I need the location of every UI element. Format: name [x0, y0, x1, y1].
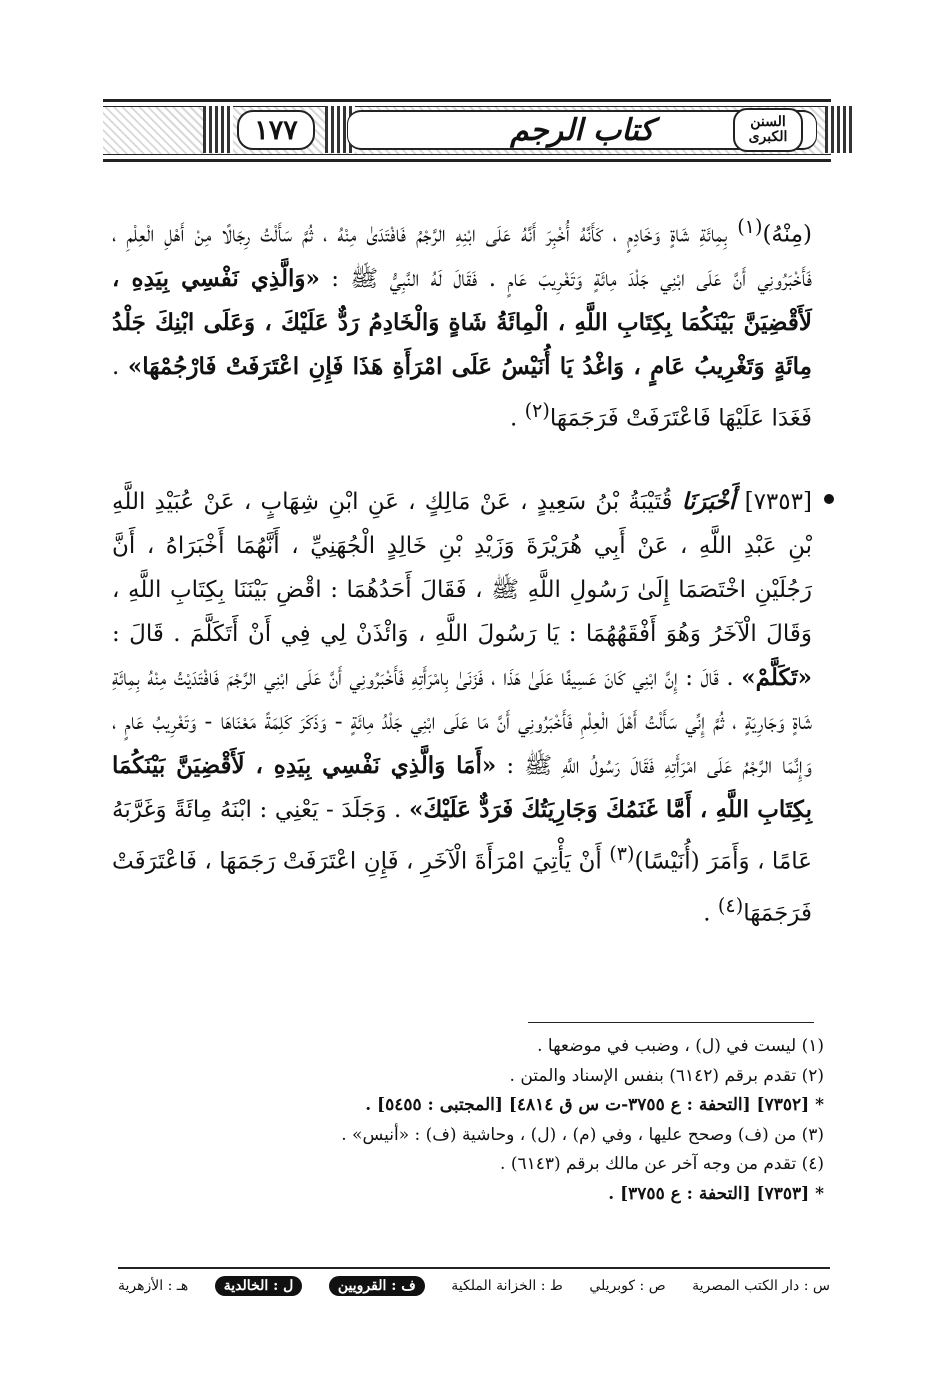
- footnote-ref: (٣): [609, 842, 635, 865]
- footnote-ref: (١): [737, 215, 763, 238]
- text-segment: . قَالَ : إِنَّ ابْنِي كَانَ عَسِيفًا عَلَىٰ هَذَا ، فَزَنَىٰ بِامْرَأَتِهِ فَأَخْبَرُونِي أَنَّ عَلَى ابْنِي الرَّجْمَ فَافْتَدَيْتُ مِنْهُ بِمِائَةِ شَاةٍ وَجَارِيَةٍ ، ثُمَّ إِنِّي سَأَلْتُ أَهْلَ الْعِلْمِ فَأَخْبَرُونِي أَنَّ مَا عَلَى ابْنِي جَلْدُ مِائَةٍ - وَذَكَرَ كَلِمَةً مَعْنَاهَا - وَتَغْرِيبُ عَامٍ ، وَإِنَّمَا الرَّجْمُ عَلَى امْرَأَتِهِ فَقَالَ رَسُولُ اللَّهِ ﷺ :: [112, 665, 812, 779]
- text-segment: أَنْ يَأْتِيَ امْرَأَةَ الْآخَرِ ، فَإِنِ اعْتَرَفَتْ رَجَمَهَا ، فَاعْتَرَفَتْ فَرَجَمَهَا: [112, 848, 812, 927]
- bullet-icon: [824, 494, 834, 504]
- hadith-number: [٧٣٥٣]: [735, 489, 812, 515]
- text-segment: (مِنْهُ): [762, 221, 812, 248]
- legend-lam: ل : الخالدية: [215, 1276, 303, 1296]
- legend-fa: ف : القرويين: [329, 1276, 425, 1296]
- text-segment: قُتَيْبَةُ بْنُ سَعِيدٍ ، عَنْ مَالِكٍ ، عَنِ ابْنِ شِهَابٍ ، عَنْ عُبَيْدِ اللَّهِ بْنِ عَبْدِ اللَّهِ ، عَنْ أَبِي هُرَيْرَةَ وَزَيْدِ بْنِ خَالِدٍ الْجُهَنِيِّ ، أَنَّهُمَا أَخْبَرَاهُ ، أَنَّ رَجُلَيْنِ اخْتَصَمَا إِلَىٰ رَسُولِ اللَّهِ ﷺ ، فَقَالَ أَحَدُهُمَا : اقْضِ بَيْنَنَا بِكِتَابِ اللَّهِ ، وَقَالَ الْآخَرُ وَهُوَ أَفْقَهُهُمَا : يَا رَسُولَ اللَّهِ ، وَائْذَنْ لِي فِي أَنْ أَتَكَلَّمَ . قَالَ :: [112, 489, 812, 647]
- ornament-center-right: [825, 106, 855, 153]
- ornament-left: [203, 106, 233, 153]
- text-segment: . فَغَدَا عَلَيْهَا فَاعْتَرَفَتْ فَرَجَمَهَا: [112, 353, 812, 432]
- prophet-quote: «وَالَّذِي نَفْسِي بِيَدِهِ ، لَأَقْضِيَنَّ بَيْنَكُمَا بِكِتَابِ اللَّهِ ، الْمِائَةُ شَاةٍ وَالْخَادِمُ رَدٌّ عَلَيْكَ ، وَعَلَى ابْنِكَ جَلْدُ مِائَةٍ وَتَغْرِيبُ عَامٍ ، وَاغْدُ يَا أُنَيْسُ عَلَى امْرَأَةِ هَذَا فَإِنِ اعْتَرَفَتْ فَارْجُمْهَا»: [112, 264, 813, 380]
- legend-divider: [118, 1267, 830, 1269]
- footnotes: [112, 1032, 824, 1209]
- footnote: (١) ليست في (ل) ، وضبب في موضعها .: [537, 1036, 824, 1056]
- footnote-divider: [528, 1022, 814, 1023]
- chapter-title: كتاب الرجم: [510, 112, 654, 148]
- text-segment: . وَجَلَدَ - يَعْنِي : ابْنَهُ مِائَةً وَغَرَّبَهُ عَامًا ، وَأَمَرَ (أُنَيْسًا): [112, 797, 812, 875]
- text-segment: بِمِائَةِ شَاةٍ وَخَادِمٍ ، كَأَنَّهُ أُخْبِرَ أَنَّهُ عَلَى ابْنِهِ الرَّجْمُ فَافْتَدَىٰ مِنْهُ ، ثُمَّ سَأَلْتُ رِجَالًا مِنْ أَهْلِ الْعِلْمِ ، فَأَخْبَرُونِي أَنَّ عَلَى ابْنِي جَلْدَ مِائَةٍ وَتَغْرِيبَ عَامٍ . فَقَالَ لَهُ النَّبِيُّ ﷺ :: [112, 221, 812, 292]
- footnote-ref: (٢): [524, 398, 550, 422]
- prophet-quote: «أَمَا وَالَّذِي نَفْسِي بِيَدِهِ ، لَأَقْضِيَنَّ بَيْنَكُمَا بِكِتَابِ اللَّهِ ، أَمَّا غَنَمُكَ وَجَارِيَتُكَ فَرَدٌّ عَلَيْكَ»: [112, 752, 812, 823]
- page-header: [103, 99, 831, 162]
- narration-verb: أَخْبَرَنَا: [681, 488, 736, 515]
- footnote: (٤) تقدم من وجه آخر عن مالك برقم (٦١٤٣) .: [500, 1154, 824, 1174]
- text-segment: .: [703, 900, 718, 927]
- prophet-quote: «تَكَلَّمْ»: [741, 664, 812, 691]
- legend-ta: ط : الخزانة الملكية: [451, 1278, 563, 1294]
- continuation-text: [112, 205, 812, 440]
- legend-sad: ص : كوبريلي: [589, 1278, 666, 1294]
- manuscript-legend: [118, 1272, 830, 1300]
- footnote-ref: (٤): [717, 893, 744, 917]
- footnote: (٢) تقدم برقم (٦١٤٢) بنفس الإسناد والمتن .: [509, 1065, 824, 1086]
- footnote: (٣) من (ف) وصحح عليها ، وفي (م) ، (ل) ، وحاشية (ف) : «أنيس» .: [341, 1124, 824, 1145]
- legend-ha: هـ : الأزهرية: [118, 1278, 189, 1294]
- text-segment: .: [509, 405, 525, 432]
- legend-s: س : دار الكتب المصرية: [692, 1278, 830, 1294]
- footnote: * [٧٣٥٣] [التحفة : ع ٣٧٥٥] .: [608, 1183, 824, 1204]
- book-logo: السنن الكبرى: [733, 108, 803, 152]
- hadith-7353: [112, 480, 812, 935]
- footnote: * [٧٣٥٢] [التحفة : ع ٣٧٥٥-ت س ق ٤٨١٤] [المجتبى : ٥٤٥٥] .: [365, 1095, 824, 1115]
- page-number: ١٧٧: [237, 110, 315, 150]
